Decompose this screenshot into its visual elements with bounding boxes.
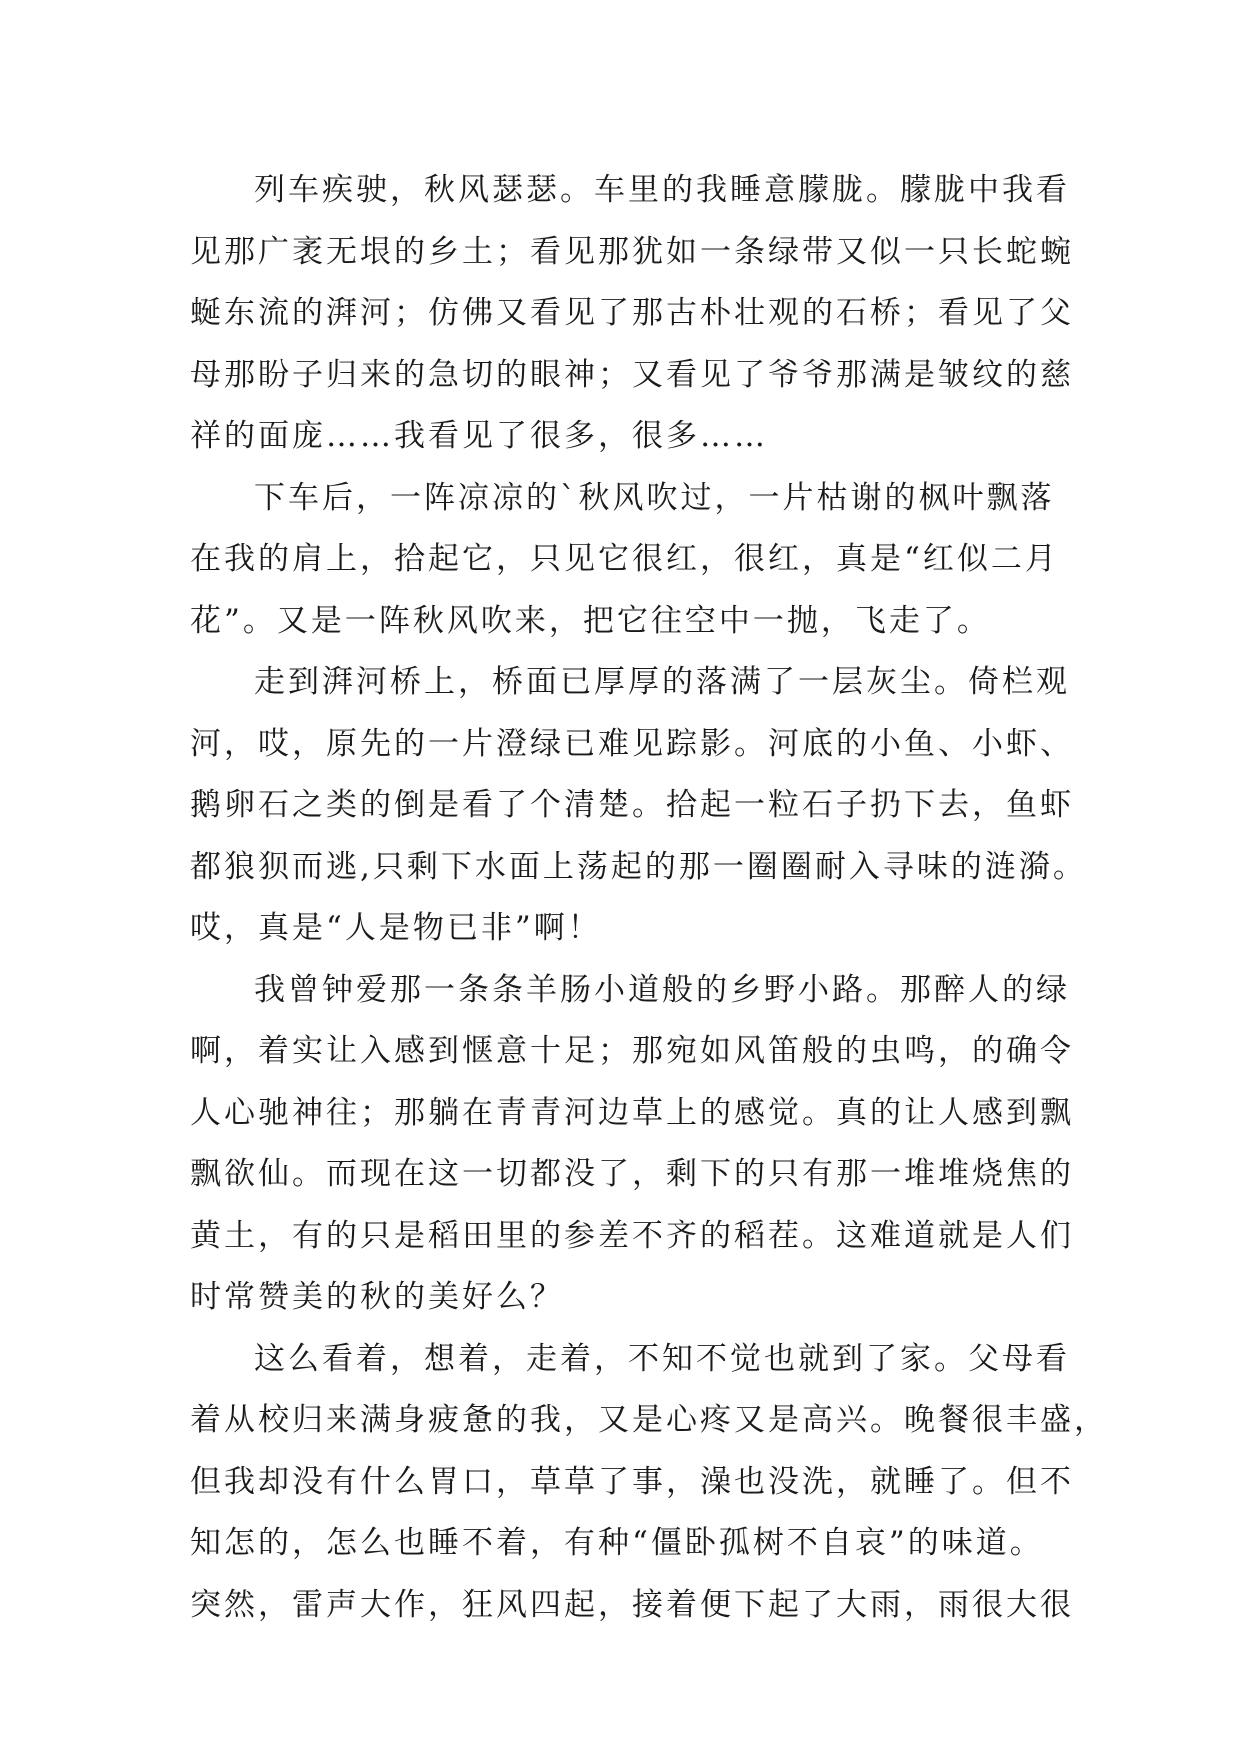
text-line: 知怎的，怎么也睡不着，有种“僵卧孤树不自哀”的味道。 bbox=[190, 1525, 1044, 1561]
text-line: 黄土，有的只是稻田里的参差不齐的稻茬。这难道就是人们 bbox=[190, 1217, 1074, 1254]
text-line: 着从校归来满身疲惫的我，又是心疼又是高兴。晚餐很丰盛， bbox=[190, 1402, 1108, 1438]
text-line: 母那盼子归来的急切的眼神；又看见了爷爷那满是皱纹的慈 bbox=[190, 356, 1074, 393]
text-line: 但我却没有什么胃口，草草了事，澡也没洗，就睡了。但不 bbox=[190, 1463, 1074, 1500]
text-line: 这么看着，想着，走着，不知不觉也就到了家。父母看 bbox=[254, 1340, 1070, 1377]
text-line: 我曾钟爱那一条条羊肠小道般的乡野小路。那醉人的绿 bbox=[254, 971, 1070, 1008]
essay-body bbox=[190, 160, 1108, 1636]
text-line: 飘欲仙。而现在这一切都没了，剩下的只有那一堆堆烧焦的 bbox=[190, 1156, 1074, 1192]
text-line: 在我的肩上，拾起它，只见它很红，很红，真是“红似二月 bbox=[190, 541, 1059, 577]
text-line: 走到湃河桥上，桥面已厚厚的落满了一层灰尘。倚栏观 bbox=[254, 664, 1070, 700]
text-line: 哎，真是“人是物已非”啊！ bbox=[190, 910, 602, 946]
text-line: 啊，着实让入感到惬意十足；那宛如风笛般的虫鸣，的确令 bbox=[190, 1033, 1074, 1069]
text-line: 人心驰神往；那躺在青青河边草上的感觉。真的让人感到飘 bbox=[190, 1094, 1074, 1131]
text-line: 都狼狈而逃,只剩下水面上荡起的那一圈圈耐入寻味的涟漪。 bbox=[190, 848, 1087, 885]
text-line: 见那广袤无垠的乡土；看见那犹如一条绿带又似一只长蛇蜿 bbox=[190, 233, 1074, 270]
text-line: 花”。又是一阵秋风吹来，把它往空中一抛，飞走了。 bbox=[190, 602, 991, 639]
text-line: 鹅卵石之类的倒是看了个清楚。拾起一粒石子扔下去，鱼虾 bbox=[190, 787, 1074, 823]
text-line: 时常赞美的秋的美好么？ bbox=[190, 1279, 564, 1315]
text-line: 列车疾驶，秋风瑟瑟。车里的我睡意朦胧。朦胧中我看 bbox=[254, 172, 1070, 208]
text-line: 下车后，一阵凉凉的`秋风吹过，一片枯谢的枫叶飘落 bbox=[254, 479, 1055, 516]
text-line: 祥的面庞……我看见了很多，很多…… bbox=[190, 418, 768, 454]
text-line: 河，哎，原先的一片澄绿已难见踪影。河底的小鱼、小虾、 bbox=[190, 725, 1074, 762]
text-line: 蜒东流的湃河；仿佛又看见了那古朴壮观的石桥；看见了父 bbox=[190, 295, 1074, 331]
text-line: 突然，雷声大作，狂风四起，接着便下起了大雨，雨很大很 bbox=[190, 1586, 1074, 1623]
